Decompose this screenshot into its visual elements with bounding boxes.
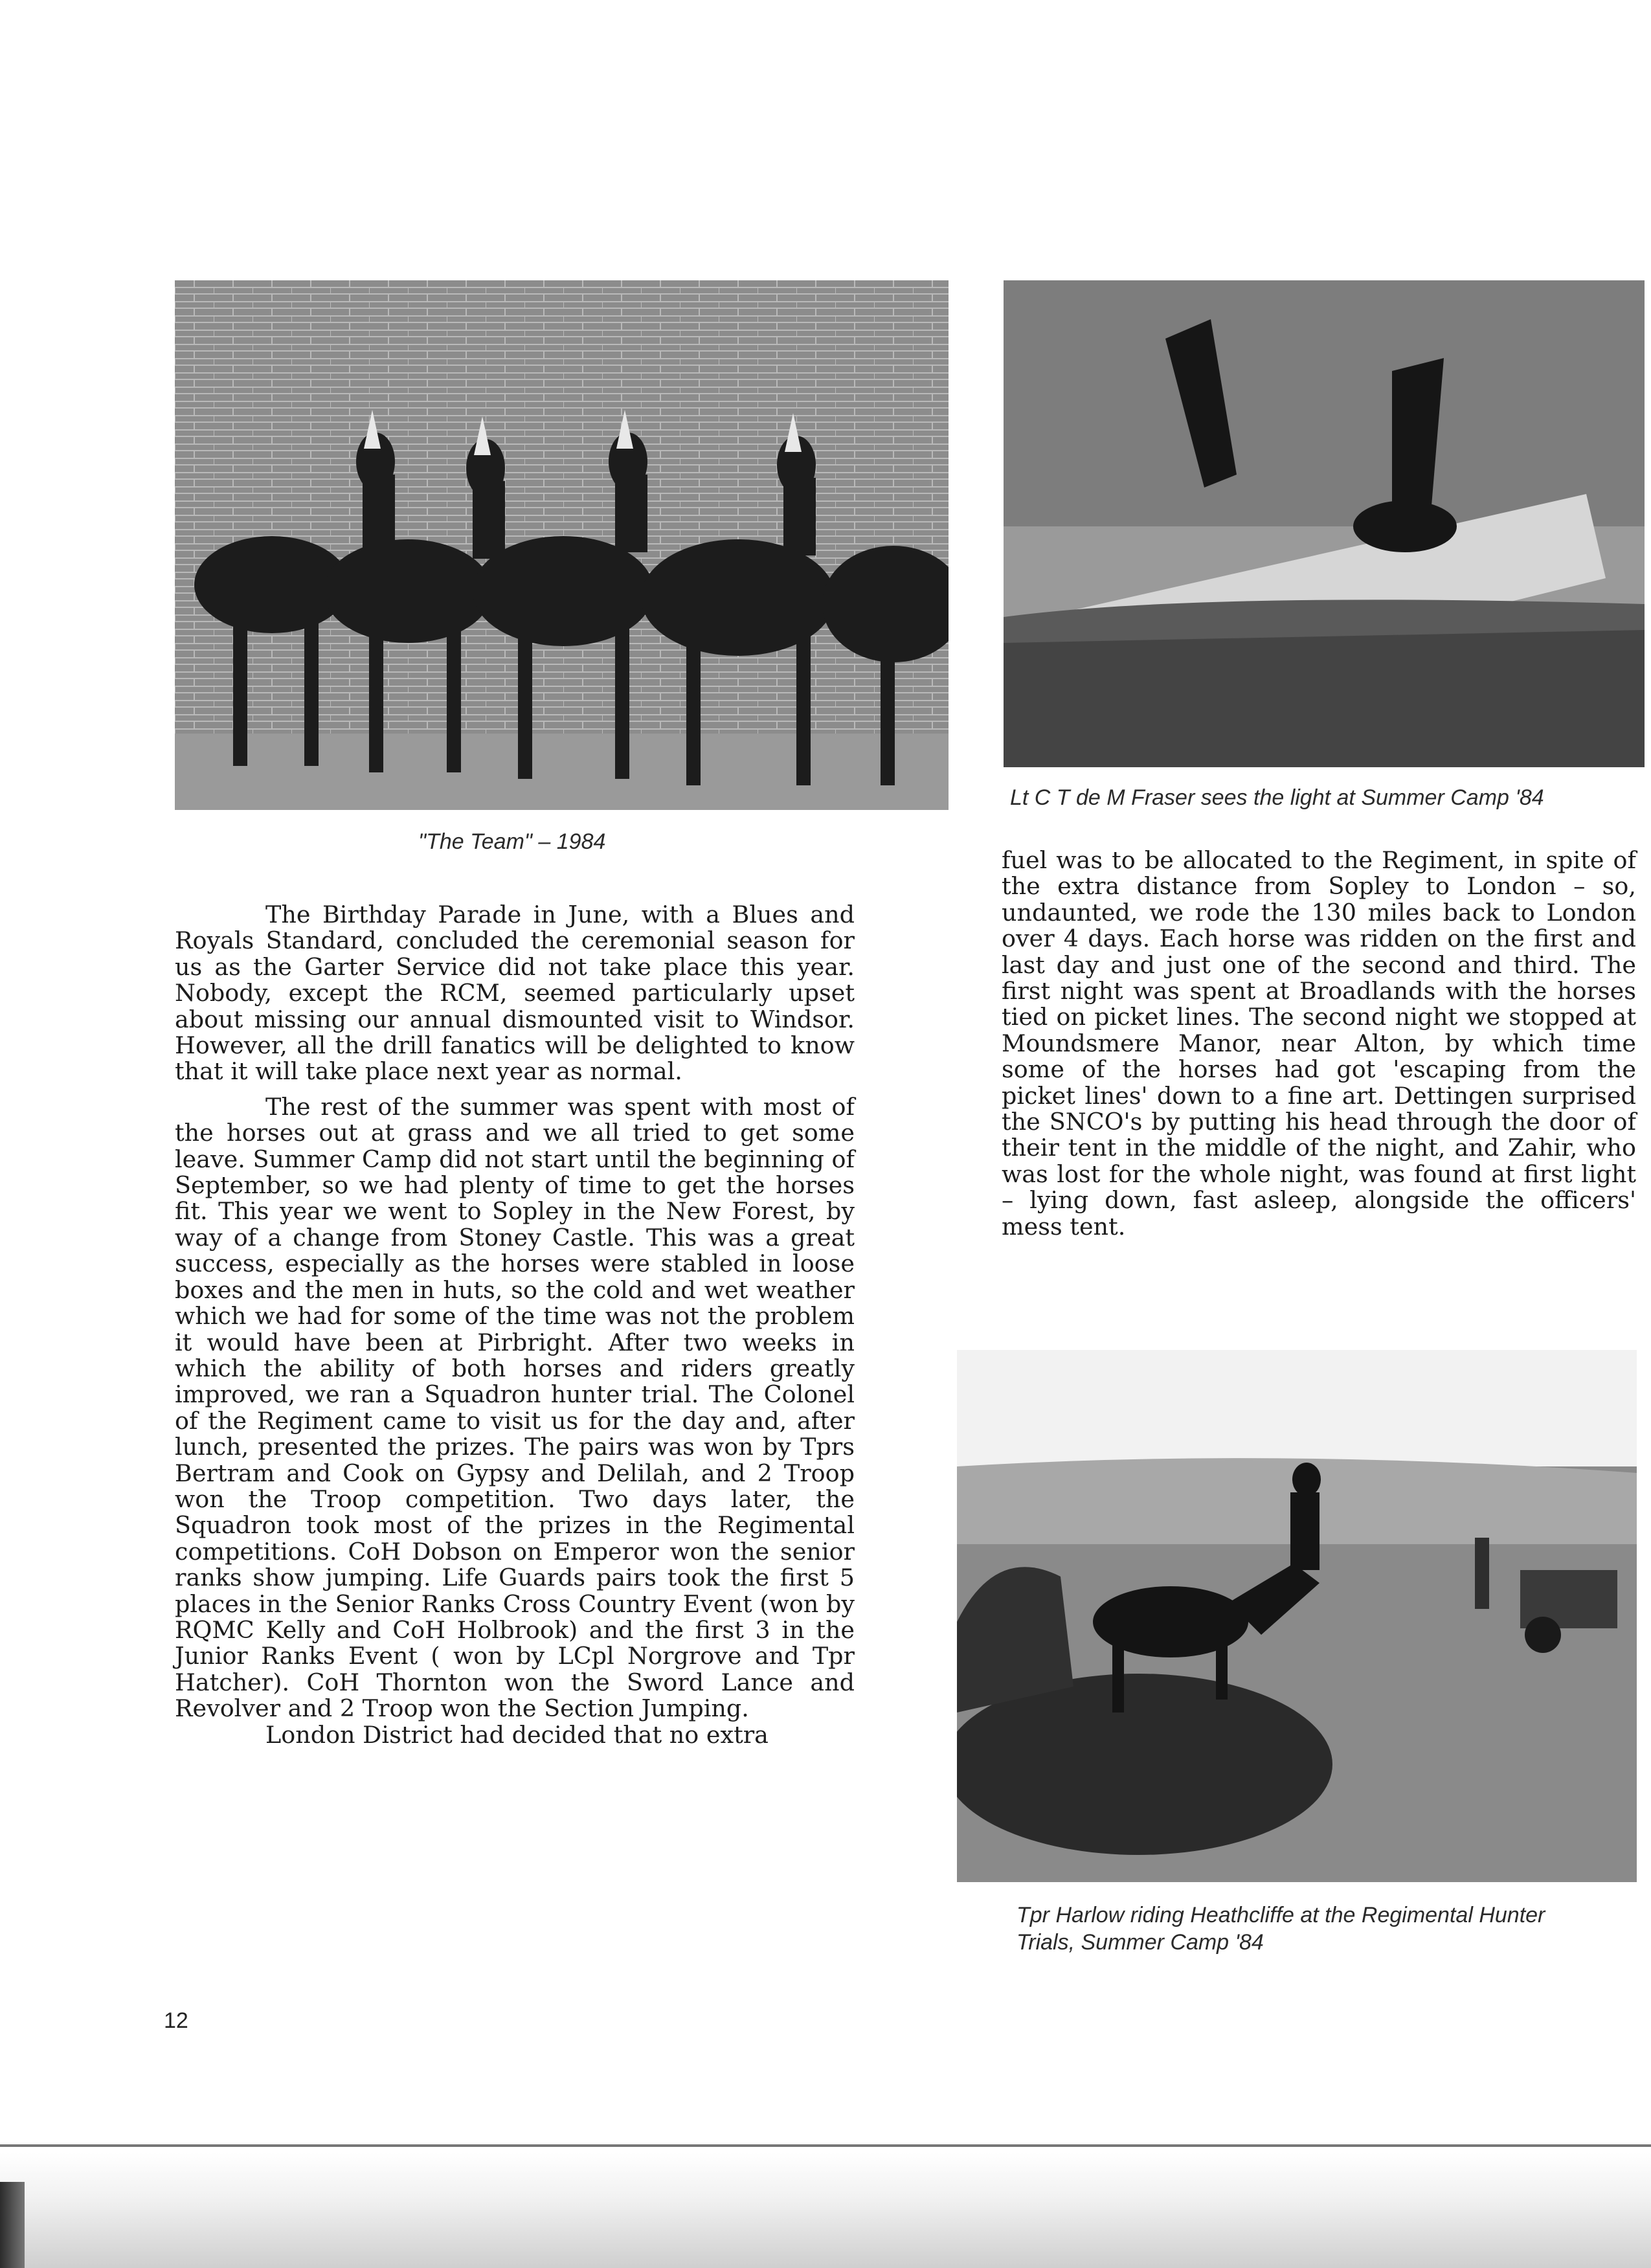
hunter-trials-caption-line-2: Trials, Summer Camp '84 bbox=[1016, 1930, 1264, 1955]
hunter-trials-image bbox=[957, 1350, 1637, 1882]
left-paragraph-3: London District had decided that no extra bbox=[265, 1720, 769, 1749]
hunter-trials-photo bbox=[957, 1350, 1637, 1882]
bath-jump-caption: Lt C T de M Fraser sees the light at Summer Camp '84 bbox=[1010, 785, 1544, 810]
page-number: 12 bbox=[164, 2008, 188, 2033]
bath-jump-image bbox=[1004, 280, 1645, 767]
right-paragraph-1: fuel was to be allocated to the Regiment, in spite of the extra distance from Sopley to London – so, undaunted, we rode the 130 miles back to London over 4 days. Each horse was ridden on the first and last day and just one of the second and third. The first night was spent at Broadlands with the horses tied on picket lines. The second night we stopped at Moundsmere Manor, near Alton, by which time some of the horses had got 'escaping from the picket lines' down to a fine art. Dettingen surprised the SNCO's by putting his head through the door of their tent in the middle of the night, and Zahir, who was lost for the whole night, was found at first light – lying down, fast asleep, alongside the officers' mess tent. bbox=[1002, 846, 1636, 1241]
hunter-trials-caption-line-1: Tpr Harlow riding Heathcliffe at the Regimental Hunter bbox=[1016, 1903, 1545, 1927]
page-edge-line bbox=[0, 2144, 1651, 2147]
left-column bbox=[175, 902, 855, 1748]
page-bottom-edge bbox=[0, 2153, 1651, 2268]
the-team-image bbox=[175, 280, 949, 810]
the-team-photo bbox=[175, 280, 949, 810]
left-paragraph-1: The Birthday Parade in June, with a Blues and Royals Standard, concluded the ceremonial season for us as the Garter Service did not take place this year. Nobody, except the RCM, seemed particularly upset about missing our annual dismounted visit to Windsor. However, all the drill fanatics will be delighted to know that it will take place next year as normal. bbox=[175, 901, 855, 1086]
the-team-caption: "The Team" – 1984 bbox=[418, 829, 606, 854]
page-left-shadow bbox=[0, 2182, 25, 2268]
left-paragraph-2: The rest of the summer was spent with most of the horses out at grass and we all tried to get some leave. Summer Camp did not start until the beginning of September, so we had plenty of time to get the horses fit. This year we went to Sopley in the New Forest, by way of a change from Stoney Castle. This was a great success, especially as the horses were stabled in loose boxes and the men in huts, so the cold and wet weather which we had for some of the time was not the problem it would have been at Pirbright. After two weeks in which the ability of both horses and riders greatly improved, we ran a Squadron hunter trial. The Colonel of the Regiment came to visit us for the day and, after lunch, presented the prizes. The pairs was won by Tprs Bertram and Cook on Gypsy and Delilah, and 2 Troop won the Troop competition. Two days later, the Squadron took most of the prizes in the Regimental competitions. CoH Dobson on Emperor won the senior ranks show jumping. Life Guards pairs took the first 5 places in the Senior Ranks Cross Country Event (won by RQMC Kelly and CoH Holbrook) and the first 3 in the Junior Ranks Event ( won by LCpl Norgrove and Tpr Hatcher). CoH Thornton won the Sword Lance and Revolver and 2 Troop won the Section Jumping. bbox=[175, 1092, 855, 1723]
bath-jump-photo bbox=[1004, 280, 1645, 767]
right-column bbox=[1002, 848, 1636, 1240]
